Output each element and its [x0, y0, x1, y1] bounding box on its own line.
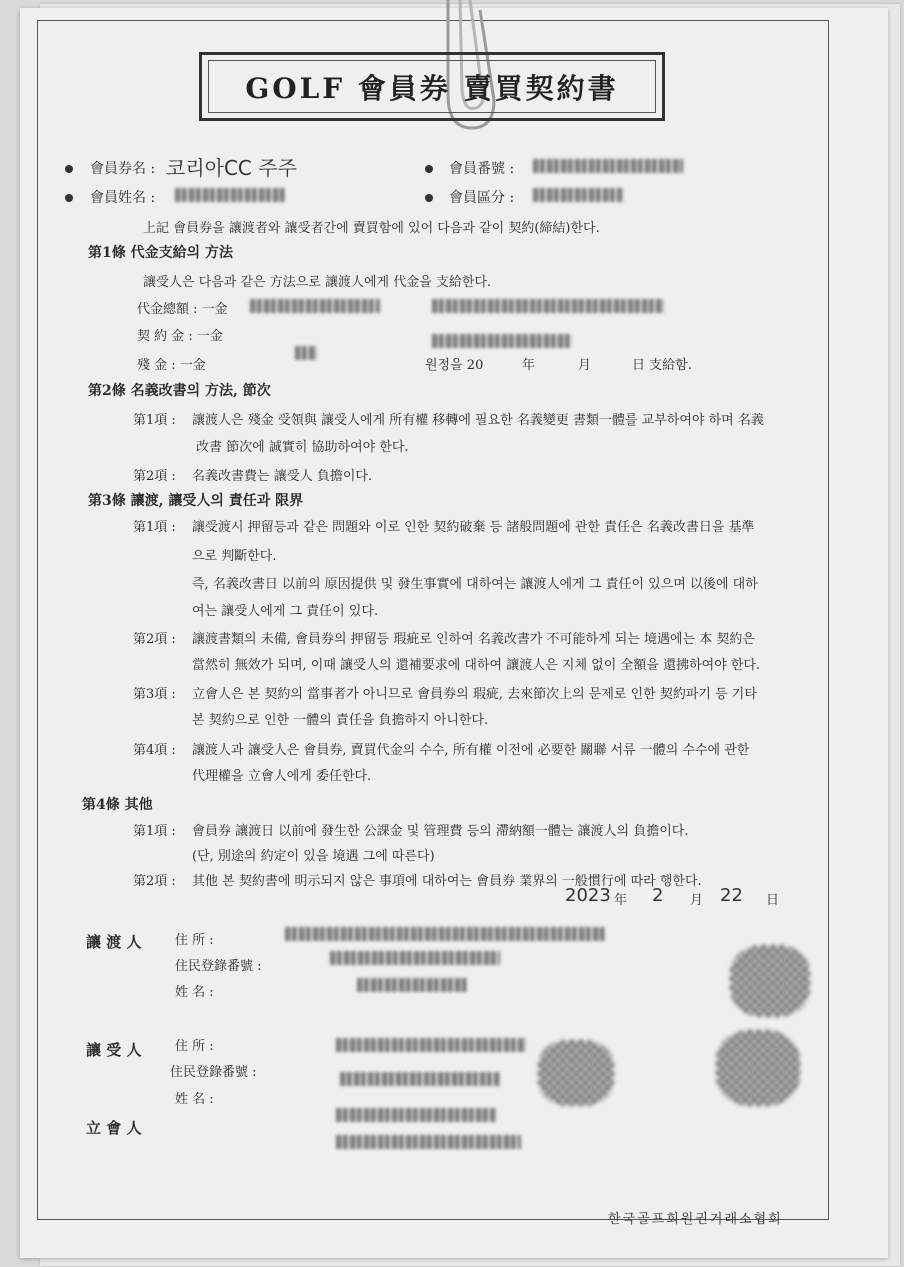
article3-item2-line2: 當然히 無效가 되며, 이때 讓受人의 還補要求에 대하여 讓渡人은 지체 없이 全額을 還拂하여야 한다.: [192, 658, 761, 673]
transferor-name-label: 姓 名 :: [175, 985, 214, 1000]
article3-item2-line1: 讓渡書類의 未備, 會員券의 押留등 瑕疵로 인하여 名義改書가 不可能하게 되는 境遇에는 本 契約은: [192, 632, 755, 647]
redacted-member-name: [175, 188, 285, 202]
redacted-member-class: [533, 188, 623, 202]
transferee-label: 讓 受 人: [86, 1041, 142, 1059]
balance-tail: 원정을 20: [425, 358, 484, 373]
article2-item1-line1: 讓渡人은 殘金 受領與 讓受人에게 所有權 移轉에 필요한 名義變更 書類一體를 교부하여야 하며 名義: [192, 413, 764, 428]
article2-item1-label: 第1項 :: [133, 413, 176, 428]
article3-item3-line2: 본 契約으로 인한 一體의 責任을 負擔하지 아니한다.: [192, 713, 489, 728]
transferee-name-label: 姓 名 :: [175, 1092, 214, 1107]
transferor-label: 讓 渡 人: [86, 933, 142, 951]
bullet-icon: [65, 194, 73, 202]
article3-item4-line2: 代理權을 立會人에게 委任한다.: [192, 769, 372, 784]
redacted-member-number: [533, 159, 683, 173]
article3-item1-label: 第1項 :: [133, 520, 176, 535]
redacted-witness-line1: [336, 1108, 496, 1122]
transferor-address-label: 住 所 :: [175, 933, 214, 948]
article3-item1-line3: 즉, 名義改書日 以前의 原因提供 및 發生事實에 대하여는 讓渡人에게 그 責任이 있으며 以後에 대하: [192, 577, 758, 592]
transferor-resident-no-label: 住民登錄番號 :: [175, 959, 262, 974]
redacted-witness-line2: [336, 1135, 521, 1149]
article2-item2-label: 第2項 :: [133, 469, 176, 484]
balance-label: 殘 金 : 一金: [137, 358, 206, 373]
article3-item1-line1: 讓受渡시 押留등과 같은 問題와 이로 인한 契約破棄 등 諸般問題에 관한 責任은 名義改書日을 基準: [192, 520, 755, 535]
member-class-label: 會員區分 :: [449, 190, 515, 206]
article3-item1-line4: 여는 讓受人에게 그 責任이 있다.: [192, 604, 379, 619]
issuer-footer: 한국골프회원권거래소협회: [608, 1212, 783, 1227]
article1-heading: 第1條 代金支給의 方法: [88, 245, 234, 261]
bullet-icon: [425, 165, 433, 173]
redacted-transferee-resident-no: [340, 1072, 500, 1086]
redacted-transferor-resident-no: [330, 951, 500, 965]
transferee-stamp-icon: [716, 1030, 800, 1106]
article4-item1-label: 第1項 :: [133, 824, 176, 839]
article3-item4-line1: 讓渡人과 讓受人은 會員券, 賣買代金의 수수, 所有權 이전에 必要한 關聯 서류 一體의 수수에 관한: [192, 743, 750, 758]
redacted-balance: [295, 346, 317, 360]
intro-sentence: 上記 會員券을 讓渡者와 讓受者간에 賣買함에 있어 다음과 같이 契約(締結)한다.: [143, 221, 600, 236]
transferee-address-label: 住 所 :: [175, 1039, 214, 1054]
membership-name-label: 會員券名 :: [90, 161, 156, 177]
article4-item1-line2: (단, 別途의 約定이 있을 境遇 그에 따른다): [192, 849, 435, 864]
title-box: [199, 52, 665, 121]
year-unit: 年: [522, 358, 536, 373]
article3-item4-label: 第4項 :: [133, 743, 176, 758]
date-year-unit: 年: [614, 893, 628, 908]
date-month-unit: 月: [690, 893, 704, 908]
article3-heading: 第3條 讓渡, 讓受人의 責任과 限界: [88, 493, 304, 509]
transferee-resident-no-label: 住民登錄番號 :: [170, 1065, 257, 1080]
transferee-seal-icon: [538, 1040, 614, 1106]
bullet-icon: [65, 165, 73, 173]
total-amount-label: 代金總額 : 一金: [137, 302, 228, 317]
member-name-label: 會員姓名 :: [90, 190, 156, 206]
membership-name-value: 코리아CC 주주: [166, 156, 297, 180]
date-day-unit: 日: [766, 893, 780, 908]
day-unit: 日 支給함.: [632, 358, 692, 373]
member-number-label: 會員番號 :: [449, 161, 515, 177]
transferor-seal-icon: [730, 945, 810, 1017]
witness-label: 立 會 人: [86, 1119, 142, 1137]
article2-heading: 第2條 名義改書의 方法, 節次: [88, 383, 271, 399]
month-unit: 月: [578, 358, 592, 373]
redacted-total-amount-words: [250, 299, 380, 313]
bullet-icon: [425, 194, 433, 202]
article1-line: 讓受人은 다음과 같은 方法으로 讓渡人에게 代金을 支給한다.: [143, 275, 492, 290]
article3-item1-line2: 으로 判斷한다.: [192, 549, 277, 564]
redacted-transferee-address: [336, 1038, 526, 1052]
redacted-deposit: [432, 334, 572, 348]
article4-heading: 第4條 其他: [82, 797, 153, 813]
article2-item2-line1: 名義改書費는 讓受人 負擔이다.: [192, 469, 373, 484]
article4-item1-line1: 會員券 讓渡日 以前에 發生한 公課金 및 管理費 등의 滯納額一體는 讓渡人의 負擔이다.: [192, 824, 689, 839]
article3-item2-label: 第2項 :: [133, 632, 176, 647]
article3-item3-label: 第3項 :: [133, 687, 176, 702]
article3-item3-line1: 立會人은 본 契約의 當事者가 아니므로 會員券의 瑕疵, 去來節次上의 문제로 인한 契約파기 등 기타: [192, 687, 757, 702]
deposit-label: 契 約 金 : 一金: [137, 329, 223, 344]
article4-item2-label: 第2項 :: [133, 874, 176, 889]
document-title: GOLF 會員券 賣買契約書: [208, 60, 656, 113]
redacted-transferor-address: [285, 927, 605, 941]
redacted-transferor-name: [357, 978, 467, 992]
article4-item2-line1: 其他 본 契約書에 明示되지 않은 事項에 대하여는 會員券 業界의 一般慣行에 따라 행한다.: [192, 874, 702, 889]
date-year: 2023: [565, 885, 611, 906]
date-day: 22: [720, 885, 743, 906]
date-month: 2: [652, 885, 664, 906]
redacted-total-amount-figure: [432, 299, 664, 313]
article2-item1-line2: 改書 節次에 誠實히 協助하여야 한다.: [196, 440, 409, 455]
